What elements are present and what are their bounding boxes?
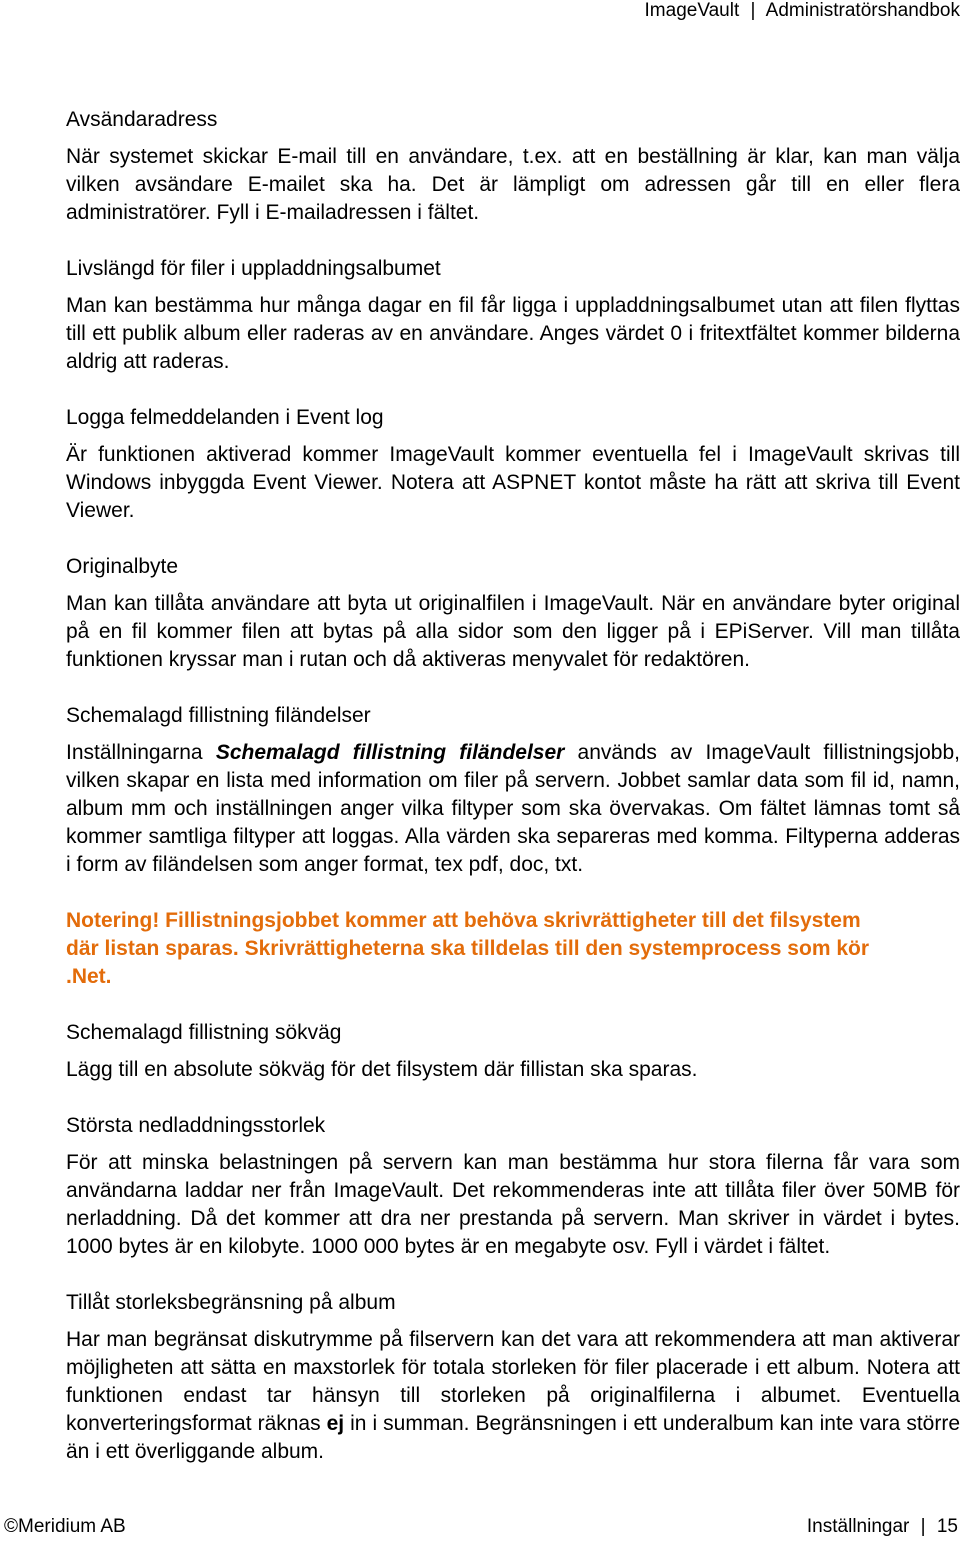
- section-text-nedladdningsstorlek: För att minska belastningen på servern kan man bestämma hur stora filerna får vara som användarna laddar ner från ImageVault. Det rekommenderas inte att tillåta filer över 50MB för nerladdning. Då det kommer att dra ner prestanda på servern. Man skriver in värdet i bytes. 1000 bytes är en kilobyte. 1000 000 bytes är en megabyte osv. Fyll i värdet i fältet.: [66, 1151, 960, 1258]
- filandelser-text-before: Inställningarna: [66, 741, 216, 764]
- footer-section: Inställningar: [806, 1516, 910, 1537]
- header-separator: |: [750, 0, 756, 21]
- header-product: ImageVault: [644, 0, 740, 21]
- section-text-event-log: Är funktionen aktiverad kommer ImageVault kommer eventuella fel i ImageVault skrivas till Windows inbyggda Event Viewer. Notera att ASPNET kontot måste ha rätt att skriva till Event Viewer.: [66, 443, 960, 522]
- note-warning: Notering! Fillistningsjobbet kommer att behöva skrivrättigheter till det filsystem där listan sparas. Skrivrättigheterna ska tilldelas till den systemprocess som kör .Net.: [66, 909, 870, 988]
- section-text-originalbyte: Man kan tillåta användare att byta ut originalfilen i ImageVault. När en användare byter original på en fil kommer filen att bytas på alla sidor som den ligger på i EPiServer. Vill man tillåta funktionen kryssar man i rutan och då aktiveras menyvalet för redaktören.: [66, 592, 960, 671]
- footer-right: [807, 1514, 958, 1540]
- section-text-livslangd: Man kan bestämma hur många dagar en fil får ligga i uppladdningsalbumet utan att filen flyttas till ett publik album eller raderas av en användare. Anges värdet 0 i fritextfältet kommer bilderna aldrig att raderas.: [66, 294, 960, 373]
- section-heading-sokvag: Schemalagd fillistning sökväg: [66, 1021, 342, 1044]
- page-header: [645, 0, 960, 28]
- footer-separator: |: [920, 1516, 926, 1537]
- section-text-filandelser: [66, 739, 960, 879]
- section-heading-event-log: Logga felmeddelanden i Event log: [66, 406, 384, 429]
- filandelser-emphasis: Schemalagd fillistning filändelser: [215, 741, 565, 764]
- section-heading-filandelser: Schemalagd fillistning filändelser: [66, 704, 371, 727]
- section-heading-nedladdningsstorlek: Största nedladdningsstorlek: [66, 1114, 326, 1137]
- section-text-avsandaradress: När systemet skickar E-mail till en användare, t.ex. att en beställning är klar, kan man välja vilken avsändare E-mailet ska ha. Det är lämpligt om adressen går till en eller flera administratörer. Fyll i E-mailadressen i fältet.: [66, 145, 960, 224]
- section-heading-livslangd: Livslängd för filer i uppladdningsalbumet: [66, 257, 441, 280]
- section-heading-originalbyte: Originalbyte: [66, 555, 179, 578]
- storleksbegransning-bold: ej: [326, 1412, 345, 1435]
- section-heading-avsandaradress: Avsändaradress: [66, 108, 218, 131]
- footer-company: ©Meridium AB: [4, 1516, 126, 1537]
- section-text-sokvag: Lägg till en absolute sökväg för det filsystem där fillistan ska sparas.: [66, 1058, 698, 1081]
- page-footer: [0, 1514, 960, 1542]
- storleksbegransning-text-after: in i summan. Begränsningen i ett underalbum kan inte vara större än i ett överliggande album.: [66, 1412, 960, 1463]
- filandelser-text-after: används av ImageVault fillistningsjobb, vilken skapar en lista med information om filer på servern. Jobbet samlar data som fil id, namn, album mm och inställningen anger vilka filtyper som ska övervakas. Om fältet lämnas tomt så kommer samtliga filtyper att loggas. Alla värden ska separeras med komma. Filtyperna adderas i form av filändelsen som anger format, tex pdf, doc, txt.: [66, 741, 960, 876]
- section-heading-storleksbegransning: Tillåt storleksbegränsning på album: [66, 1291, 396, 1314]
- section-text-storleksbegransning: [66, 1326, 960, 1466]
- footer-page-number: 15: [936, 1516, 958, 1537]
- storleksbegransning-text-before: Har man begränsat diskutrymme på filservern kan det vara att rekommendera att man aktiverar möjligheten att sätta en maxstorlek för totala storleken för filer placerade i ett album. Notera att funktionen endast tar hänsyn till storleken på originalfilerna i albumet. Eventuella konverteringsformat räknas: [66, 1328, 960, 1435]
- header-doc-title: Administratörshandbok: [765, 0, 960, 21]
- page-content: [66, 106, 960, 1466]
